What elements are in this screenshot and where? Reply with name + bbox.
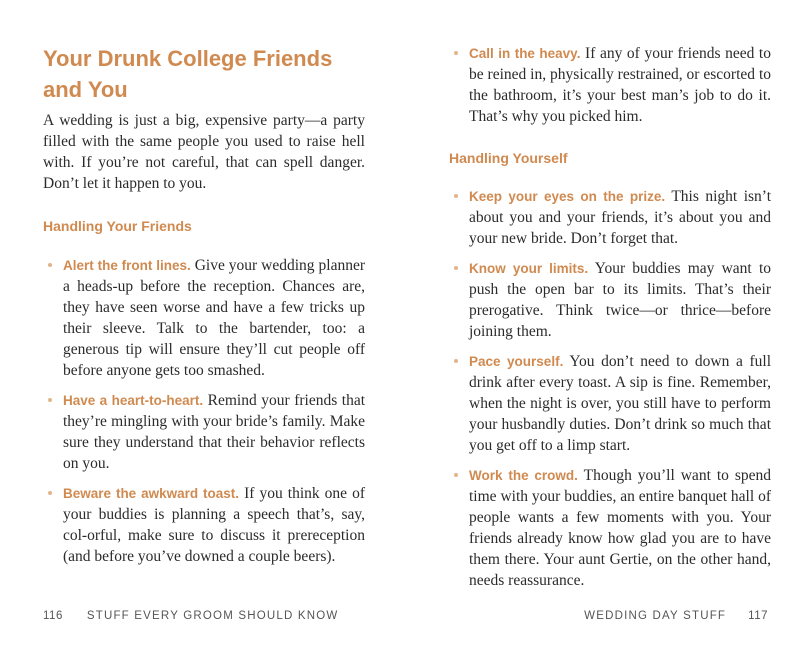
list-item: [43, 255, 365, 381]
bullet-icon: [48, 263, 52, 267]
bullet-icon: [454, 266, 458, 270]
list-item: [449, 465, 771, 591]
section-heading-yourself: Handling Yourself: [449, 150, 568, 166]
bullet-lead: Alert the front lines.: [63, 258, 191, 273]
bullet-lead: Have a heart-to-heart.: [63, 393, 204, 408]
list-item: [43, 390, 365, 474]
list-item: [449, 351, 771, 456]
bullet-text: Though you’ll want to spend time with your buddies, an entire banquet hall of people wants a few moments with you. Your friends already know how glad you are to have them there. Your aunt Gertie, on the other hand, needs reassurance.: [469, 467, 771, 589]
page-number: 117: [748, 610, 768, 622]
right-footer: [584, 610, 768, 622]
bullet-lead: Call in the heavy.: [469, 46, 581, 61]
bullet-icon: [454, 473, 458, 477]
page-number: 116: [43, 610, 63, 622]
bullet-icon: [48, 398, 52, 402]
bullet-icon: [48, 491, 52, 495]
list-item: [449, 43, 771, 127]
bullet-lead: Keep your eyes on the prize.: [469, 189, 666, 204]
bullet-text: Give your wedding planner a heads-up before the reception. Chances are, they have seen worse and have a few tricks up their sleeve. Talk to the bartender, too: a generous tip will ensure they’ll cut people off before anyone gets too smashed.: [63, 257, 365, 379]
bullet-text: If any of your friends need to be reined in, physically restrained, or escorted to the bathroom, it’s your best man’s job to do it. That’s why you picked him.: [469, 45, 771, 125]
bullet-lead: Work the crowd.: [469, 468, 578, 483]
list-item: [449, 186, 771, 249]
left-footer: [43, 610, 338, 622]
bullet-text: You don’t need to down a full drink after every toast. A sip is fine. Remember, when the night is over, you still have to perform your husbandly duties. Don’t drink so much that you get off to a limp start.: [469, 353, 772, 454]
running-title: WEDDING DAY STUFF: [584, 610, 727, 622]
list-item: [449, 258, 771, 342]
bullet-text: This night isn’t about you and your friends, it’s about you and your new bride. Don’t forget that.: [469, 188, 771, 247]
bullet-text: Your buddies may want to push the open bar to its limits. That’s their prerogative. Think twice—or thrice—before joining them.: [469, 260, 771, 340]
bullet-icon: [454, 51, 458, 55]
bullet-lead: Beware the awkward toast.: [63, 486, 240, 501]
bullet-icon: [454, 194, 458, 198]
right-page: [405, 0, 810, 665]
bullet-text: If you think one of your buddies is planning a speech that’s, say, col-orful, make sure to discuss it prereception (and before you’ve downed a couple beers).: [63, 485, 365, 565]
bullet-text: Remind your friends that they’re mingling with your bride’s family. Make sure they understand that their behavior reflects on you.: [63, 392, 366, 472]
continued-bullet-list: [449, 43, 771, 136]
friends-bullet-list: [43, 255, 365, 576]
bullet-icon: [454, 359, 458, 363]
running-title: STUFF EVERY GROOM SHOULD KNOW: [86, 610, 339, 622]
bullet-lead: Pace yourself.: [469, 354, 564, 369]
list-item: [43, 483, 365, 567]
section-heading-friends: Handling Your Friends: [43, 218, 192, 234]
intro-paragraph: A wedding is just a big, expensive party—a party filled with the same people you used to raise hell with. If you’re not careful, that can spell danger. Don’t let it happen to you.: [43, 112, 365, 192]
bullet-lead: Know your limits.: [469, 261, 589, 276]
yourself-bullet-list: [449, 186, 771, 600]
chapter-title: Your Drunk College Friends and You: [43, 46, 333, 102]
